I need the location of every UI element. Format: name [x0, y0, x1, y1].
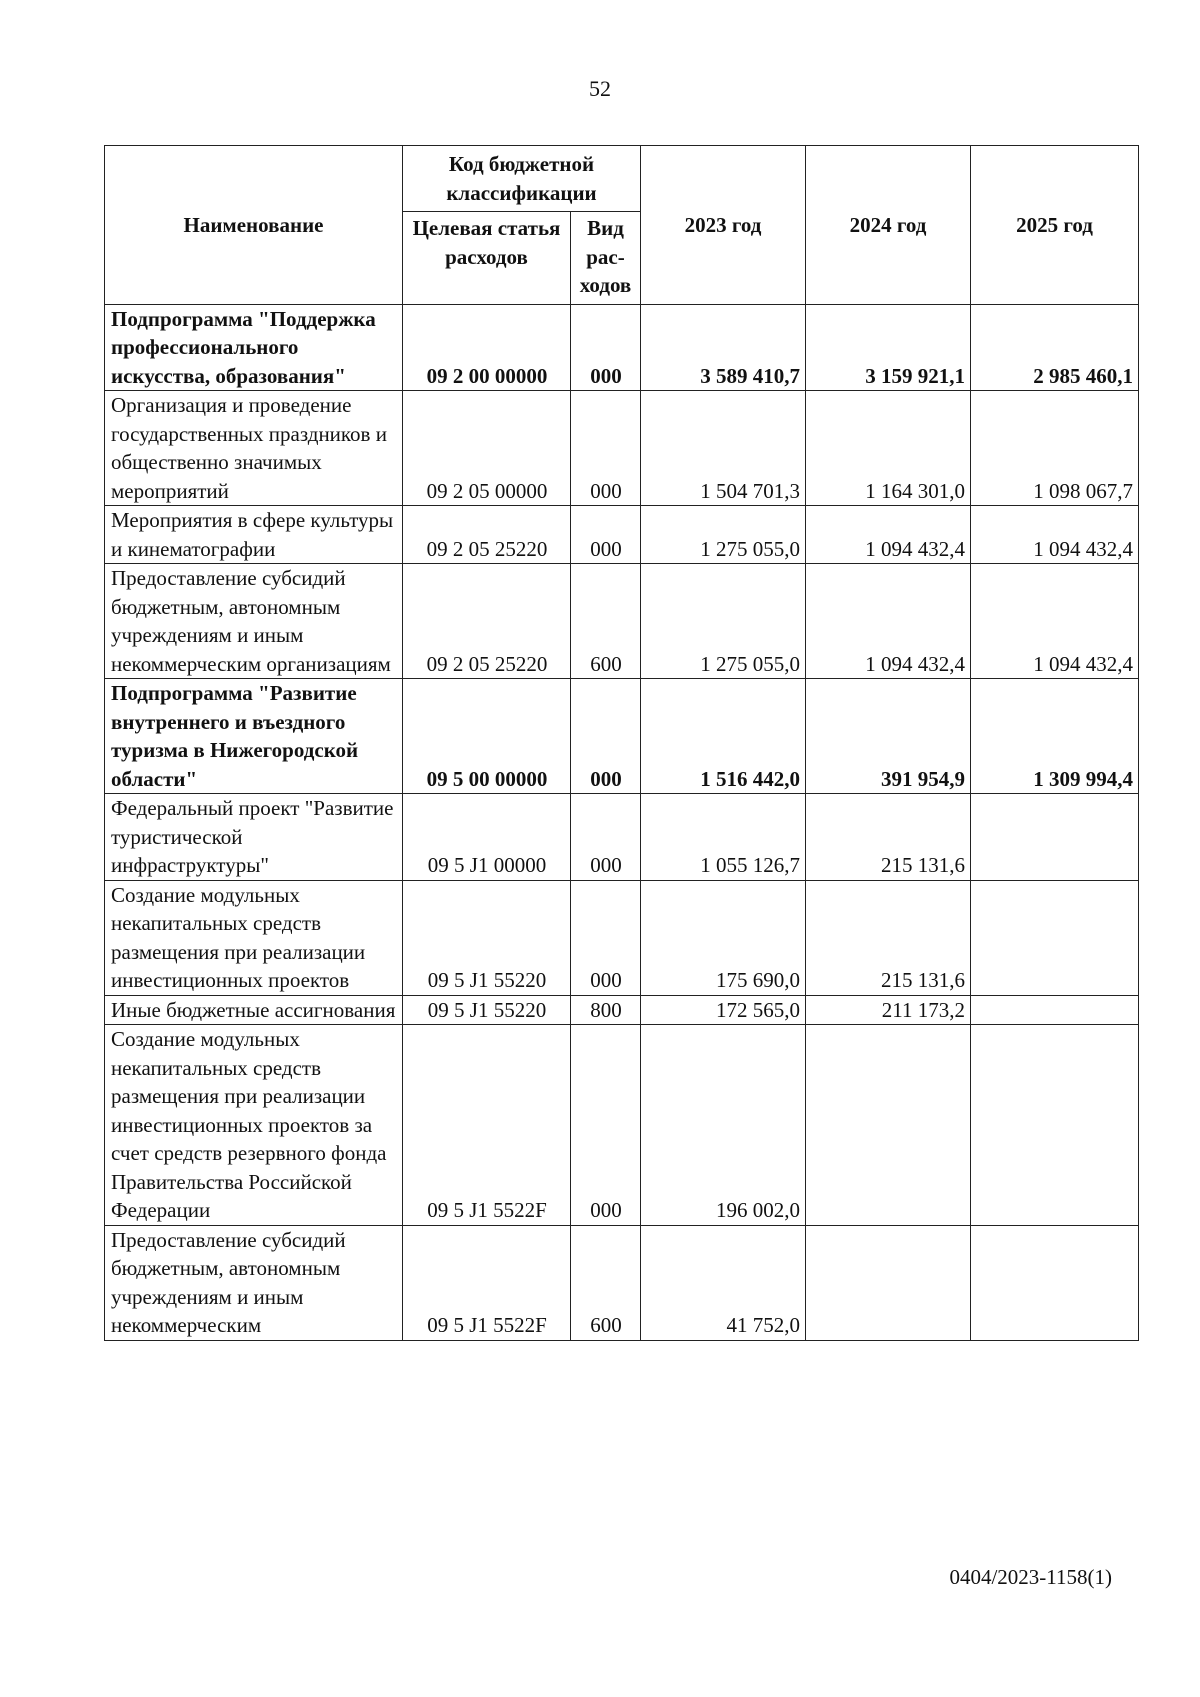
- expense-type-cell: 000: [571, 304, 641, 391]
- row-name-cell: Иные бюджетные ассигнования: [105, 995, 403, 1025]
- header-expense-type: Вид рас-ходов: [571, 212, 641, 305]
- row-name-cell: Мероприятия в сфере культуры и кинематографии: [105, 506, 403, 564]
- header-year-2024: 2024 год: [806, 146, 971, 305]
- value-2023-cell: 1 275 055,0: [641, 506, 806, 564]
- value-2024-cell: 211 173,2: [806, 995, 971, 1025]
- expense-type-cell: 600: [571, 564, 641, 679]
- target-article-cell: 09 2 05 25220: [403, 564, 571, 679]
- target-article-cell: 09 5 J1 5522F: [403, 1225, 571, 1340]
- value-2025-cell: 1 309 994,4: [971, 679, 1139, 794]
- value-2023-cell: 175 690,0: [641, 880, 806, 995]
- value-2025-cell: [971, 880, 1139, 995]
- value-2024-cell: 391 954,9: [806, 679, 971, 794]
- value-2025-cell: [971, 995, 1139, 1025]
- table-row: [105, 880, 1139, 995]
- expense-type-cell: 000: [571, 880, 641, 995]
- expense-type-cell: 000: [571, 794, 641, 881]
- value-2023-cell: 1 055 126,7: [641, 794, 806, 881]
- target-article-cell: 09 5 J1 5522F: [403, 1025, 571, 1226]
- table-row: [105, 1225, 1139, 1340]
- table-row: [105, 304, 1139, 391]
- document-code: 0404/2023-1158(1): [949, 1565, 1112, 1589]
- value-2025-cell: [971, 794, 1139, 881]
- value-2025-cell: [971, 1025, 1139, 1226]
- value-2023-cell: 3 589 410,7: [641, 304, 806, 391]
- value-2023-cell: 1 275 055,0: [641, 564, 806, 679]
- target-article-cell: 09 5 J1 55220: [403, 995, 571, 1025]
- value-2025-cell: [971, 1225, 1139, 1340]
- value-2025-cell: 1 094 432,4: [971, 564, 1139, 679]
- expense-type-cell: 000: [571, 679, 641, 794]
- page-number: 52: [589, 76, 611, 101]
- value-2024-cell: 215 131,6: [806, 794, 971, 881]
- table-row: [105, 995, 1139, 1025]
- header-budget-code-group: Код бюджетной классификации: [403, 146, 641, 212]
- table-row: [105, 679, 1139, 794]
- target-article-cell: 09 5 J1 00000: [403, 794, 571, 881]
- expense-type-cell: 000: [571, 1025, 641, 1226]
- expense-type-cell: 600: [571, 1225, 641, 1340]
- value-2023-cell: 41 752,0: [641, 1225, 806, 1340]
- value-2024-cell: [806, 1025, 971, 1226]
- row-name-cell: Создание модульных некапитальных средств размещения при реализации инвестиционных проектов за счет средств резервного фонда Правительства Российской Федерации: [105, 1025, 403, 1226]
- value-2024-cell: 1 164 301,0: [806, 391, 971, 506]
- value-2023-cell: 172 565,0: [641, 995, 806, 1025]
- value-2023-cell: 1 504 701,3: [641, 391, 806, 506]
- table-row: [105, 506, 1139, 564]
- row-name-cell: Подпрограмма "Развитие внутреннего и въездного туризма в Нижегородской области": [105, 679, 403, 794]
- table-header: [105, 146, 1139, 305]
- value-2024-cell: 1 094 432,4: [806, 506, 971, 564]
- value-2024-cell: 3 159 921,1: [806, 304, 971, 391]
- row-name-cell: Федеральный проект "Развитие туристической инфраструктуры": [105, 794, 403, 881]
- value-2024-cell: 1 094 432,4: [806, 564, 971, 679]
- table-row: [105, 391, 1139, 506]
- row-name-cell: Организация и проведение государственных праздников и общественно значимых мероприятий: [105, 391, 403, 506]
- value-2024-cell: [806, 1225, 971, 1340]
- table-row: [105, 794, 1139, 881]
- budget-table: [104, 145, 1139, 1341]
- target-article-cell: 09 2 05 00000: [403, 391, 571, 506]
- header-year-2023: 2023 год: [641, 146, 806, 305]
- expense-type-cell: 000: [571, 391, 641, 506]
- value-2024-cell: 215 131,6: [806, 880, 971, 995]
- expense-type-cell: 000: [571, 506, 641, 564]
- row-name-cell: Предоставление субсидий бюджетным, автономным учреждениям и иным некоммерческим: [105, 1225, 403, 1340]
- target-article-cell: 09 2 05 25220: [403, 506, 571, 564]
- target-article-cell: 09 5 00 00000: [403, 679, 571, 794]
- table-row: [105, 1025, 1139, 1226]
- row-name-cell: Подпрограмма "Поддержка профессионального искусства, образования": [105, 304, 403, 391]
- value-2023-cell: 196 002,0: [641, 1025, 806, 1226]
- target-article-cell: 09 2 00 00000: [403, 304, 571, 391]
- header-name: Наименование: [105, 146, 403, 305]
- row-name-cell: Создание модульных некапитальных средств размещения при реализации инвестиционных проектов: [105, 880, 403, 995]
- expense-type-cell: 800: [571, 995, 641, 1025]
- value-2025-cell: 1 098 067,7: [971, 391, 1139, 506]
- value-2023-cell: 1 516 442,0: [641, 679, 806, 794]
- header-year-2025: 2025 год: [971, 146, 1139, 305]
- table-body: [105, 304, 1139, 1340]
- value-2025-cell: 1 094 432,4: [971, 506, 1139, 564]
- value-2025-cell: 2 985 460,1: [971, 304, 1139, 391]
- target-article-cell: 09 5 J1 55220: [403, 880, 571, 995]
- row-name-cell: Предоставление субсидий бюджетным, автономным учреждениям и иным некоммерческим организациям: [105, 564, 403, 679]
- header-target-article: Целевая статья расходов: [403, 212, 571, 305]
- table-row: [105, 564, 1139, 679]
